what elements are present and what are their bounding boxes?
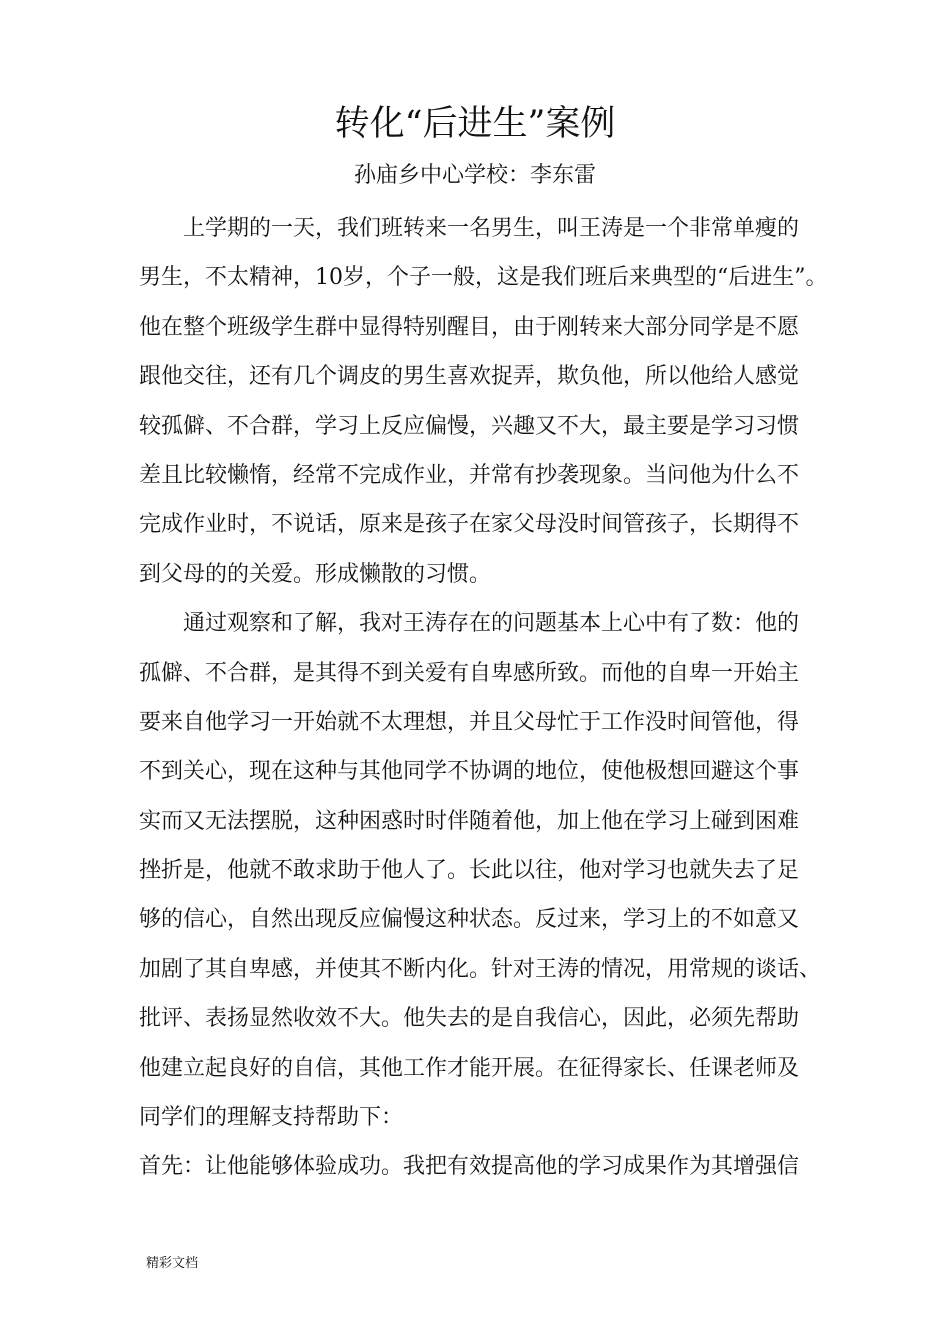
- footer-note: 精彩文档: [146, 1256, 199, 1271]
- text-line: 够的信心，自然出现反应偏慢这种状态。反过来，学习上的不如意又: [139, 907, 800, 933]
- text-line: 首先：让他能够体验成功。我把有效提高他的学习成果作为其增强信: [139, 1154, 800, 1180]
- text-line: 他建立起良好的自信，其他工作才能开展。在征得家长、任课老师及: [139, 1055, 800, 1081]
- text-line: 他在整个班级学生群中显得特别醒目，由于刚转来大部分同学是不愿: [139, 314, 800, 340]
- text-line: 通过观察和了解，我对王涛存在的问题基本上心中有了数：他的: [183, 611, 800, 637]
- text-line: 加剧了其自卑感，并使其不断内化。针对王涛的情况，用常规的谈话、: [139, 956, 822, 982]
- text-line: 完成作业时，不说话，原来是孩子在家父母没时间管孩子，长期得不: [139, 512, 800, 538]
- text-line: 要来自他学习一开始就不太理想，并且父母忙于工作没时间管他，得: [139, 709, 800, 735]
- document-body: [139, 204, 828, 1192]
- text-line: 差且比较懒惰，经常不完成作业，并常有抄袭现象。当问他为什么不: [139, 462, 800, 488]
- text-line: 批评、表扬显然收效不大。他失去的是自我信心，因此，必须先帮助: [139, 1006, 800, 1032]
- text-line: 不到关心，现在这种与其他同学不协调的地位，使他极想回避这个事: [139, 759, 800, 785]
- document-title: 转化“后进生”案例: [334, 104, 616, 144]
- text-line: 较孤僻、不合群，学习上反应偏慢，兴趣又不大，最主要是学习习惯: [139, 413, 800, 439]
- text-line: 挫折是，他就不敢求助于他人了。长此以往，他对学习也就失去了足: [139, 858, 800, 884]
- text-line: 男生，不太精神，10岁，个子一般，这是我们班后来典型的“后进生”。: [139, 265, 828, 291]
- text-line: 实而又无法摆脱，这种困惑时时伴随着他，加上他在学习上碰到困难: [139, 808, 800, 834]
- text-line: 上学期的一天，我们班转来一名男生，叫王涛是一个非常单瘦的: [183, 216, 800, 241]
- text-line: 孤僻、不合群，是其得不到关爱有自卑感所致。而他的自卑一开始主: [139, 660, 800, 686]
- document-author: 孙庙乡中心学校：李东雷: [353, 163, 596, 188]
- text-line: 跟他交往，还有几个调皮的男生喜欢捉弄，欺负他，所以他给人感觉: [139, 364, 800, 390]
- text-line: 同学们的理解支持帮助下：: [139, 1105, 404, 1131]
- text-line: 到父母的的关爱。形成懒散的习惯。: [139, 561, 492, 587]
